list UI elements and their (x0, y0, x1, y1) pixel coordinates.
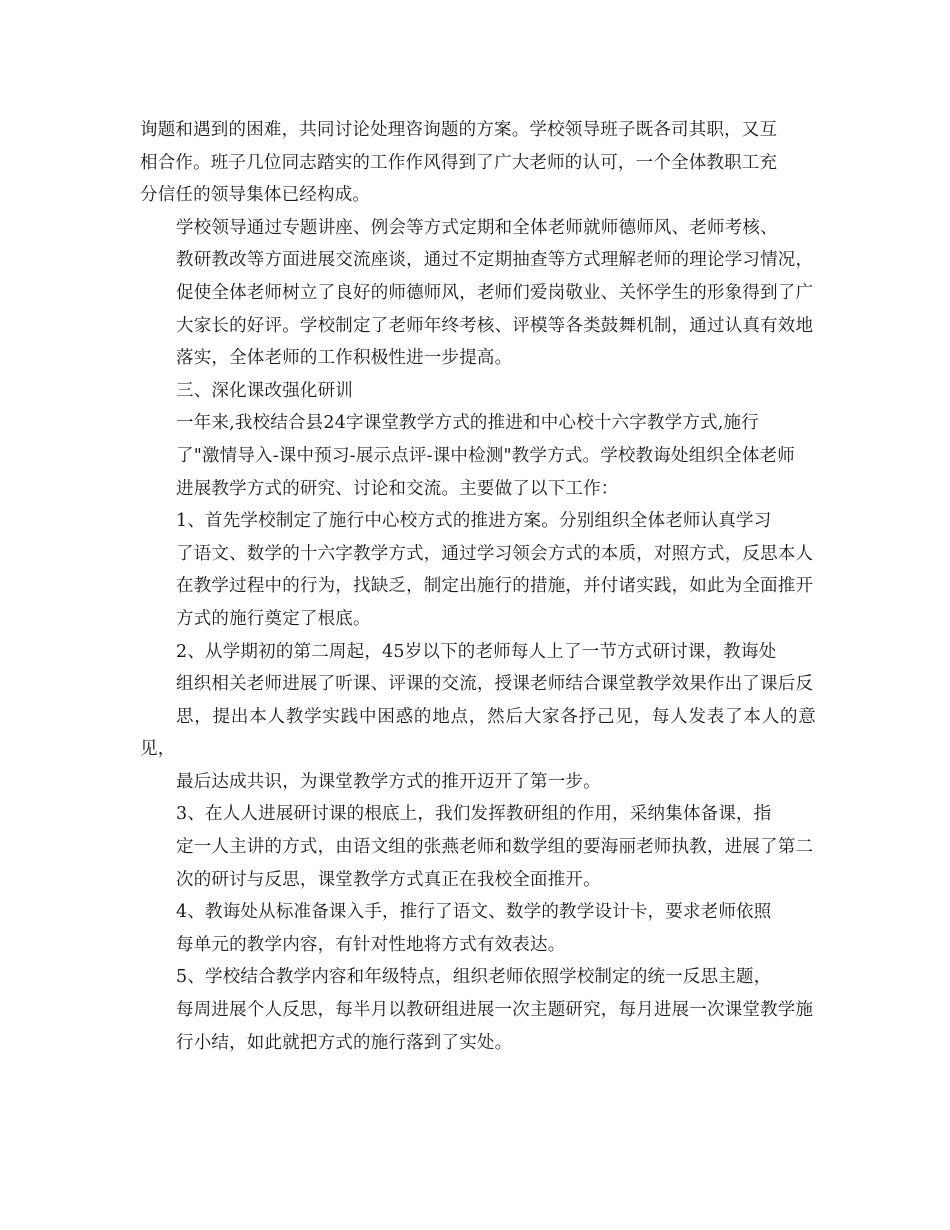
text-line: 每单元的教学内容，有针对性地将方式有效表达。 (176, 934, 566, 955)
text-line: 定一人主讲的方式，由语文组的张燕老师和数学组的要海丽老师执教，进展了第二 (176, 837, 814, 858)
paragraph (140, 961, 816, 1059)
paragraph (140, 636, 816, 799)
text-line: 三、深化课改强化研训 (176, 380, 353, 401)
text-line: 行小结，如此就把方式的施行落到了实处。 (176, 1032, 513, 1053)
paragraph (140, 798, 816, 896)
paragraph (140, 896, 816, 961)
text-line: 相合作。班子几位同志踏实的工作作风得到了广大老师的认可，一个全体教职工充 (140, 152, 778, 173)
text-line: 2、从学期初的第二周起，45岁以下的老师每人上了一节方式研讨课，教诲处 (176, 641, 777, 662)
text-line: 1、首先学校制定了施行中心校方式的推进方案。分别组织全体老师认真学习 (176, 511, 772, 532)
text-line: 3、在人人进展研讨课的根底上，我们发挥教研组的作用，采纳集体备课，指 (176, 804, 772, 825)
text-line: 进展教学方式的研究、讨论和交流。主要做了以下工作： (176, 478, 619, 499)
text-line: 大家长的好评。学校制定了老师年终考核、评模等各类鼓舞机制，通过认真有效地 (176, 315, 814, 336)
text-line: 次的研讨与反思，课堂教学方式真正在我校全面推开。 (176, 869, 601, 890)
text-line: 了"激情导入-课中预习-展示点评-课中检测"教学方式。学校教诲处组织全体老师 (176, 445, 795, 466)
text-line: 分信任的领导集体已经构成。 (140, 185, 371, 206)
text-line: 促使全体老师树立了良好的师德师风，老师们爱岗敬业、关怀学生的形象得到了广 (176, 282, 814, 303)
text-line: 4、教诲处从标准备课入手，推行了语文、数学的教学设计卡，要求老师依照 (176, 902, 772, 923)
text-line: 每周进展个人反思，每半月以教研组进展一次主题研究，每月进展一次课堂教学施 (176, 1000, 814, 1021)
text-line: 在教学过程中的行为，找缺乏，制定出施行的措施，并付诸实践，如此为全面推开 (176, 576, 814, 597)
paragraph (140, 375, 816, 408)
document-body (140, 114, 816, 1059)
text-line: 最后达成共识，为课堂教学方式的推开迈开了第一步。 (176, 771, 601, 792)
text-line: 组织相关老师进展了听课、评课的交流，授课老师结合课堂教学效果作出了课后反 (176, 674, 814, 695)
text-line: 一年来,我校结合县24字课堂教学方式的推进和中心校十六字教学方式,施行 (176, 413, 759, 434)
text-line: 5、学校结合教学内容和年级特点，组织老师依照学校制定的统一反思主题， (176, 967, 772, 988)
document-page (140, 114, 816, 1059)
paragraph (140, 407, 816, 505)
paragraph (140, 505, 816, 635)
text-line: 了语文、数学的十六字教学方式，通过学习领会方式的本质，对照方式，反思本人 (176, 543, 814, 564)
text-line: 学校领导通过专题讲座、例会等方式定期和全体老师就师德师风、老师考核、 (176, 217, 778, 238)
text-line: 思，提出本人教学实践中困惑的地点，然后大家各抒己见，每人发表了本人的意见， (140, 706, 816, 760)
text-line: 落实，全体老师的工作积极性进一步提高。 (176, 348, 513, 369)
paragraph (140, 212, 816, 375)
text-line: 方式的施行奠定了根底。 (176, 608, 371, 629)
text-line: 询题和遇到的困难，共同讨论处理咨询题的方案。学校领导班子既各司其职，又互 (140, 120, 778, 140)
paragraph (140, 114, 816, 212)
text-line: 教研教改等方面进展交流座谈，通过不定期抽查等方式理解老师的理论学习情况， (176, 250, 814, 271)
